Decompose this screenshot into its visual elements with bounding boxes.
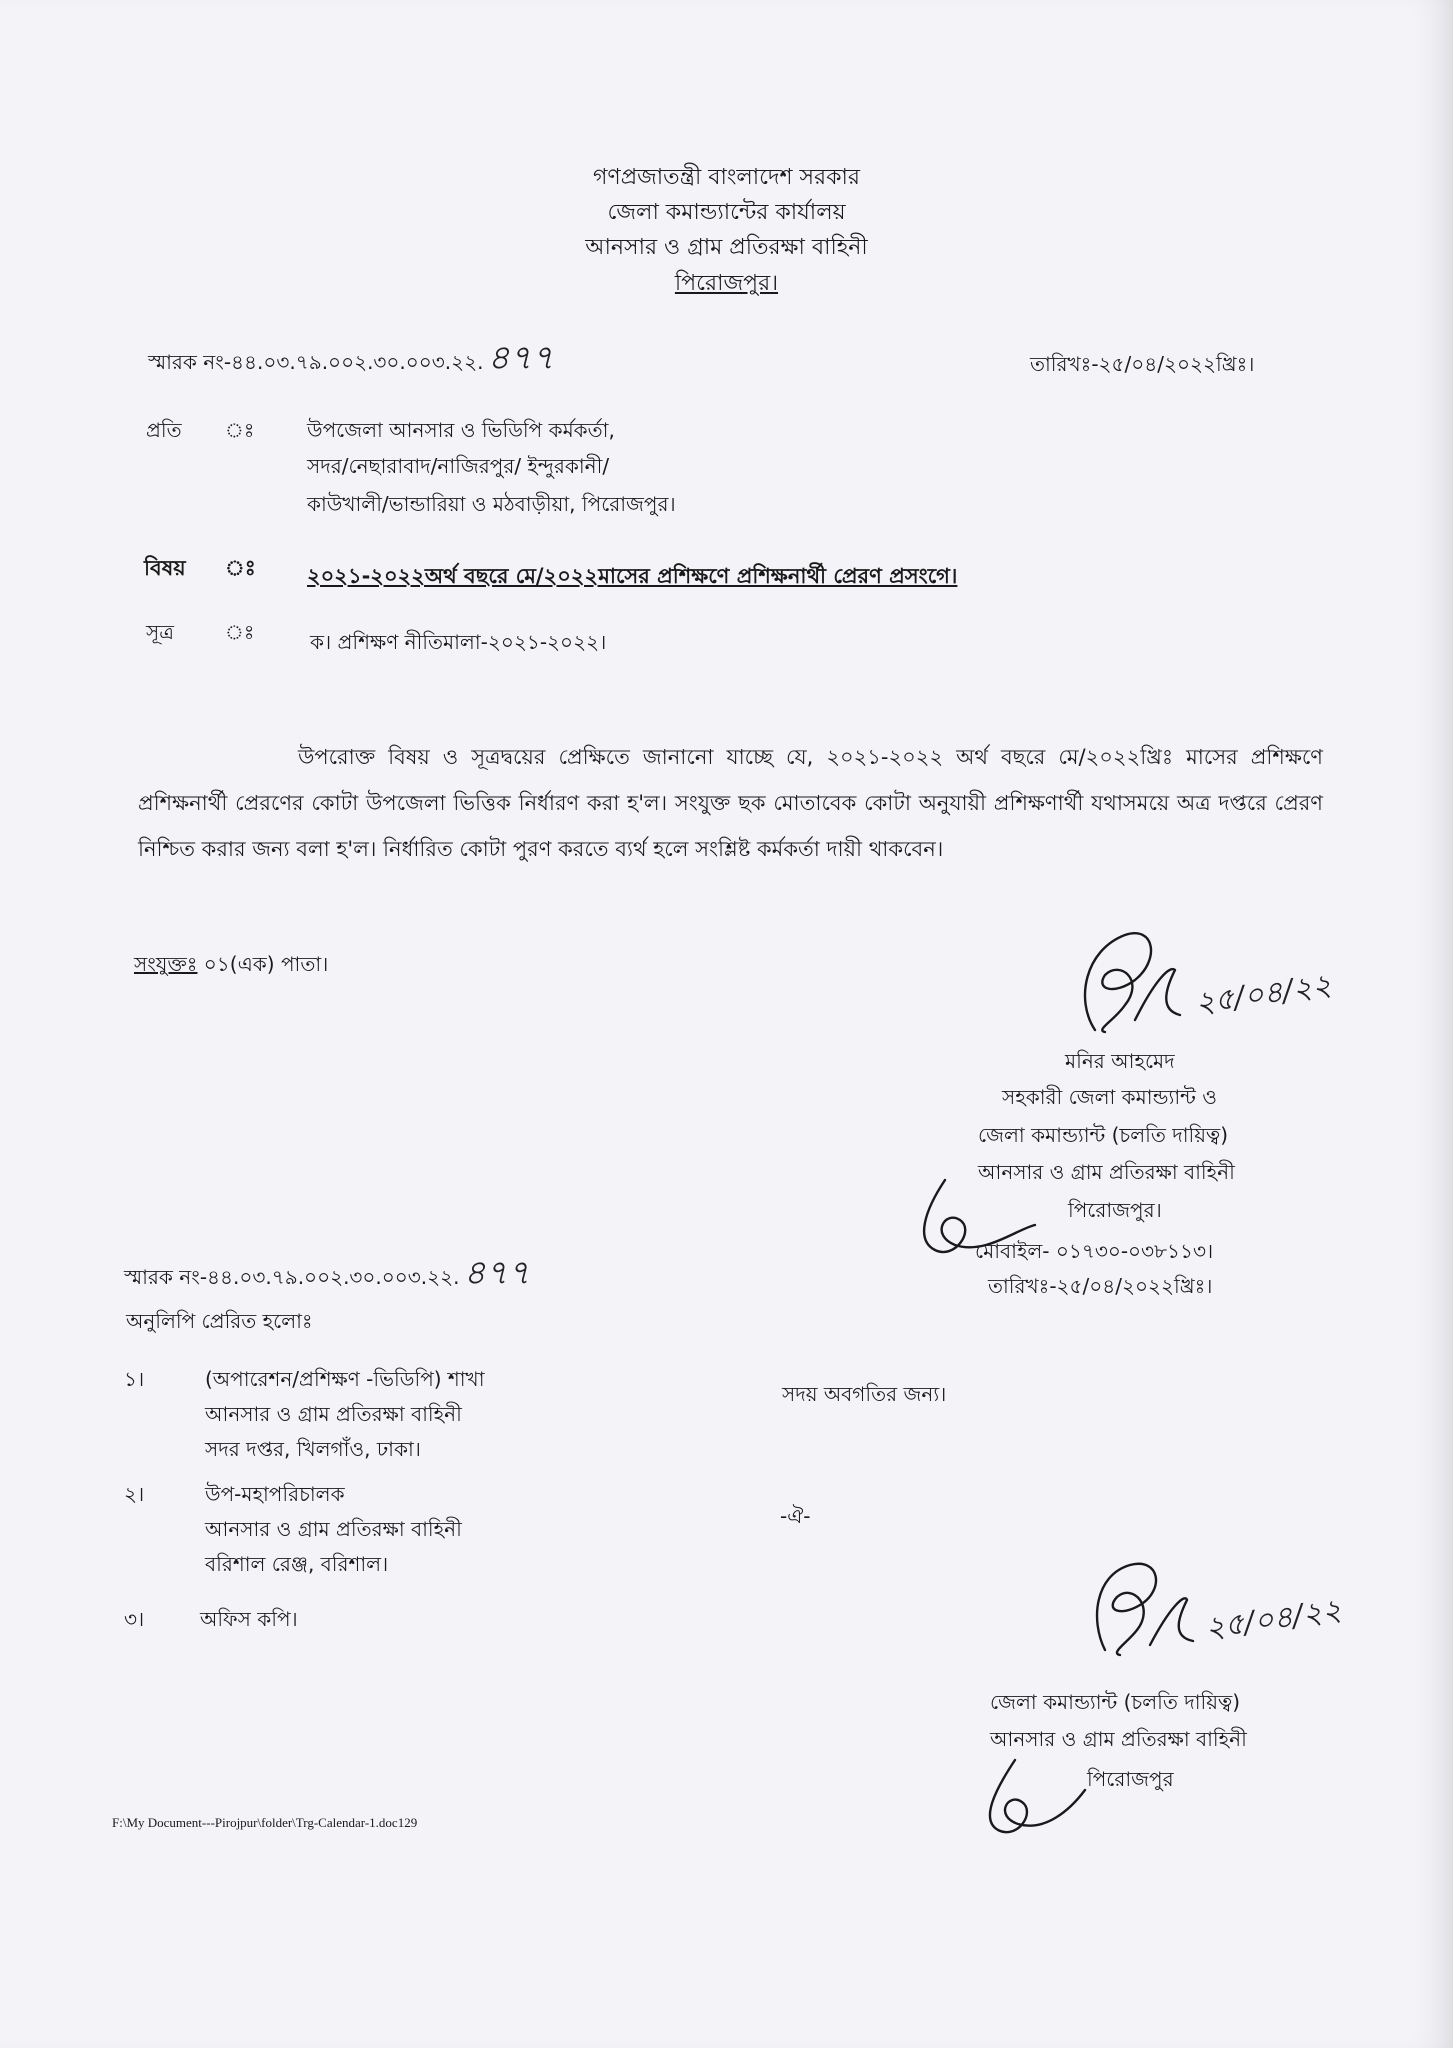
- body-paragraph-text: উপরোক্ত বিষয় ও সূত্রদ্বয়ের প্রেক্ষিতে জানানো যাচ্ছে যে, ২০২১-২০২২ অর্থ বছরে মে/২০২২খ্রিঃ মাসের প্রশিক্ষণে প্রশিক্ষনার্থী প্রেরণের কোটা উপজেলা ভিত্তিক নির্ধারণ করা হ'ল। সংযুক্ত ছক মোতাবেক কোটা অনুযায়ী প্রশিক্ষণার্থী যথাসময়ে অত্র দপ্তরে প্রেরণ নিশ্চিত করার জন্য বলা হ'ল। নির্ধারিত কোটা পুরণ করতে ব্যর্থ হলে সংশ্লিষ্ট কর্মকর্তা দায়ী থাকবেন।: [138, 745, 1323, 861]
- to-line-1: উপজেলা আনসার ও ভিডিপি কর্মকর্তা,: [307, 418, 615, 442]
- to-label: প্রতি: [146, 418, 182, 442]
- attachment: [134, 950, 328, 983]
- subject-text: ২০২১-২০২২অর্থ বছরে মে/২০২২মাসের প্রশিক্ষণে প্রশিক্ষনার্থী প্রেরণ প্রসংগে।: [307, 564, 958, 588]
- signatory-org: আনসার ও গ্রাম প্রতিরক্ষা বাহিনী: [978, 1160, 1235, 1184]
- header-place-wrap: [0, 266, 1453, 303]
- signature-2-date: ২৫/০৪/২২: [1203, 1592, 1344, 1647]
- memo-number: [148, 332, 554, 389]
- signatory-title-1: সহকারী জেলা কমান্ড্যান্ট ও: [1002, 1085, 1217, 1109]
- signatory-title-2: জেলা কমান্ড্যান্ট (চলতি দায়িত্ব): [978, 1123, 1229, 1147]
- signature-1-date: ২৫/০৪/২২: [1193, 967, 1334, 1022]
- copy-item-1-num: ১।: [124, 1367, 145, 1391]
- copy-item-3-line-1: অফিস কপি।: [200, 1607, 298, 1631]
- copy-item-3-num: ৩।: [124, 1607, 145, 1631]
- header-org: আনসার ও গ্রাম প্রতিরক্ষা বাহিনী: [585, 235, 868, 260]
- copy-memo-handwritten-number: ৪৭৭: [463, 1253, 530, 1293]
- header-government: গণপ্রজাতন্ত্রী বাংলাদেশ সরকার: [592, 165, 861, 190]
- copy-item-1-line-3: সদর দপ্তর, খিলগাঁও, ঢাকা।: [205, 1437, 421, 1461]
- copy-item-2-num: ২।: [124, 1482, 145, 1506]
- copy-item-1-line-1: (অপারেশন/প্রশিক্ষণ -ভিডিপি) শাখা: [205, 1367, 485, 1391]
- second-signatory-org: আনসার ও গ্রাম প্রতিরক্ষা বাহিনী: [990, 1727, 1247, 1751]
- to-line-2: সদর/নেছারাবাদ/নাজিরপুর/ ইন্দুরকানী/: [307, 454, 610, 478]
- body-paragraph: [138, 734, 1323, 872]
- header-office: জেলা কমান্ড্যান্টের কার্যালয়: [607, 200, 846, 225]
- copy-item-2-line-1: উপ-মহাপরিচালক: [205, 1482, 345, 1506]
- reference-text: ক। প্রশিক্ষণ নীতিমালা-২০২১-২০২২।: [310, 630, 607, 654]
- memo-handwritten-number: ৪৭৭: [487, 338, 554, 378]
- copy-item-2-line-2: আনসার ও গ্রাম প্রতিরক্ষা বাহিনী: [205, 1517, 462, 1541]
- attachment-value: ০১(এক) পাতা।: [203, 952, 329, 976]
- copy-item-2-line-3: বরিশাল রেঞ্জ, বরিশাল।: [205, 1552, 389, 1576]
- initial-signature-2: [970, 1750, 1100, 1849]
- copy-item-1-line-2: আনসার ও গ্রাম প্রতিরক্ষা বাহিনী: [205, 1402, 462, 1426]
- copy-item-2-purpose: -ঐ-: [780, 1504, 811, 1528]
- copy-heading: অনুলিপি প্রেরিত হলোঃ: [126, 1309, 313, 1333]
- subject-colon: ঃ: [225, 556, 256, 580]
- copy-memo-number: [124, 1247, 530, 1304]
- to-line-3: কাউখালী/ভান্ডারিয়া ও মঠবাড়ীয়া, পিরোজপুর।: [307, 492, 676, 516]
- copy-memo-number-text: স্মারক নং-৪৪.০৩.৭৯.০০২.৩০.০০৩.২২.: [124, 1265, 460, 1289]
- second-signatory-place: পিরোজপুর: [1087, 1767, 1174, 1791]
- subject-label: বিষয়: [144, 556, 186, 580]
- signatory-mobile: মোবাইল- ০১৭৩০-০৩৮১১৩।: [975, 1239, 1214, 1263]
- header-place: পিরোজপুর।: [674, 271, 779, 296]
- memo-number-text: স্মারক নং-৪৪.০৩.৭৯.০০২.৩০.০০৩.২২.: [148, 350, 484, 374]
- reference-label: সূত্র: [146, 620, 174, 644]
- memo-date: তারিখঃ-২৫/০৪/২০২২খ্রিঃ।: [1030, 352, 1255, 376]
- reference-colon: ঃ: [225, 620, 255, 644]
- signatory-name: মনির আহমেদ: [1065, 1049, 1175, 1073]
- to-colon: ঃ: [225, 418, 255, 442]
- copy-item-1-purpose: সদয় অবগতির জন্য।: [782, 1382, 947, 1406]
- signatory-place: পিরোজপুর।: [1068, 1198, 1162, 1222]
- footer-file-path: F:\My Document---Pirojpur\folder\Trg-Calendar-1.doc129: [112, 1815, 418, 1830]
- attachment-label: সংযুক্তঃ: [134, 952, 198, 976]
- signatory-date: তারিখঃ-২৫/০৪/২০২২খ্রিঃ।: [988, 1274, 1213, 1298]
- second-signatory-title: জেলা কমান্ড্যান্ট (চলতি দায়িত্ব): [990, 1690, 1241, 1714]
